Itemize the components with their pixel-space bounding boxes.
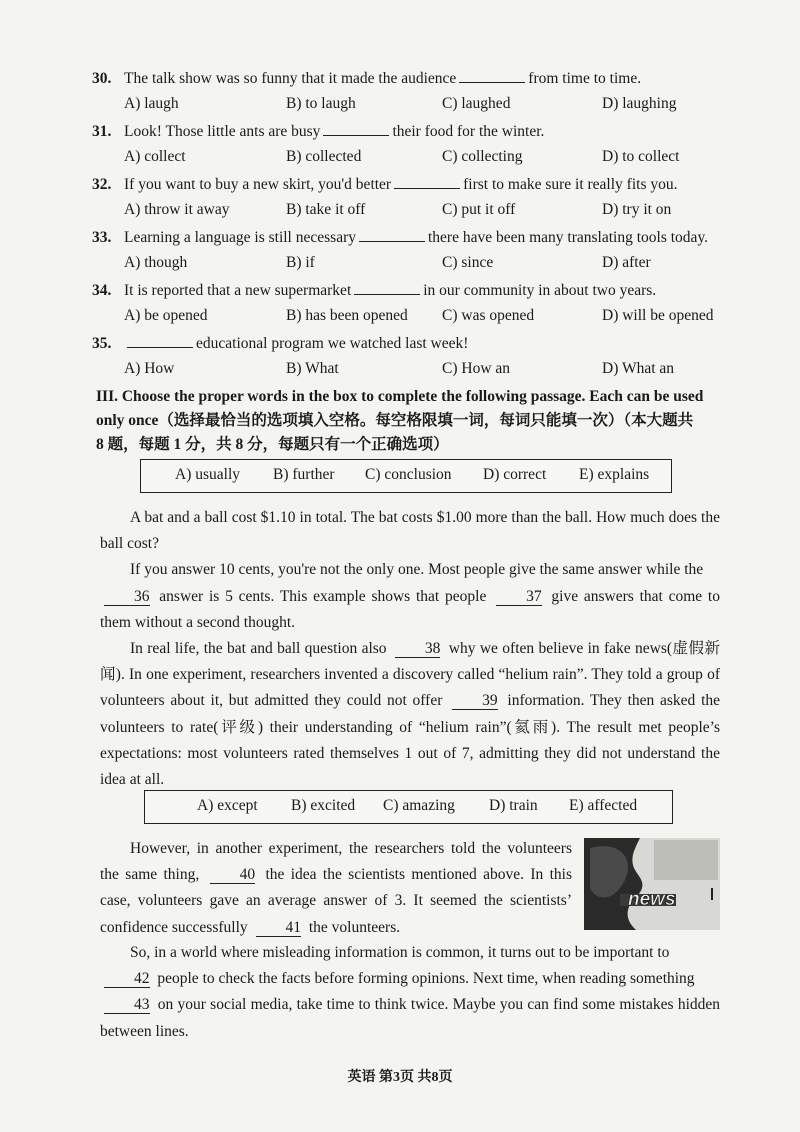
option-choice: C) was opened [442, 307, 535, 324]
section-3-line2: only once（选择最恰当的选项填入空格。每空格限填一词，每词只能填一次）（本大题共 [96, 412, 694, 429]
answer-blank [359, 227, 425, 242]
answer-blank [394, 174, 460, 189]
section-3-instructions [96, 385, 716, 457]
question-stem [92, 333, 732, 354]
blank-43: 43 [104, 997, 150, 1014]
option-choice: B) if [286, 254, 315, 271]
page-footer: 英语 第3页 共8页 [347, 1070, 453, 1085]
question-number: 30. [92, 70, 112, 87]
paragraph-5: So, in a world where misleading information is common, it turns out to be important to 42 people to check the facts before forming opinions. Next time, when reading something 43 on your social media, take time to think twice. Maybe you can find some mistakes hidden between lines. [100, 944, 721, 1040]
option-choice: B) collected [286, 148, 362, 165]
question-text: If you want to buy a new skirt, you'd better [124, 176, 392, 193]
question-text: in our community in about two years. [423, 282, 657, 299]
blank-36: 36 [104, 589, 150, 606]
blank-41: 41 [256, 920, 302, 937]
paragraph-4: However, in another experiment, the researchers told the volunteers the same thing, 40 the idea the scientists mentioned above. In this case, volunteers gave an average answer of 3. It seemed the scientists’ confidence successfully 41 the volunteers. [100, 840, 573, 936]
word-box-1-option: B) further [273, 466, 335, 483]
option-choice: A) though [124, 254, 188, 271]
section-3-line1: III. Choose the proper words in the box to complete the following passage. Each can be used [96, 388, 704, 405]
answer-blank [323, 121, 389, 136]
blank-38: 38 [395, 641, 441, 658]
word-box-1-option: A) usually [175, 466, 241, 483]
question-text: first to make sure it really fits you. [463, 176, 678, 193]
question-stem [92, 227, 732, 248]
blank-39: 39 [452, 693, 498, 710]
question-number: 32. [92, 176, 112, 193]
question-text: from time to time. [528, 70, 642, 87]
question-stem [92, 68, 732, 89]
question-text: educational program we watched last week! [196, 335, 469, 352]
question-text: The talk show was so funny that it made the audience [124, 70, 457, 87]
option-choice: B) has been opened [286, 307, 408, 324]
question-number: 33. [92, 229, 112, 246]
option-choice: A) be opened [124, 307, 208, 324]
word-box-1-option: D) correct [483, 466, 547, 483]
answer-blank [354, 280, 420, 295]
word-box-1-option: E) explains [579, 466, 650, 483]
word-box-1-option: C) conclusion [365, 466, 452, 483]
question-number: 31. [92, 123, 112, 140]
option-choice: A) throw it away [124, 201, 230, 218]
question-text: there have been many translating tools today. [428, 229, 709, 246]
word-box-2-option: C) amazing [383, 797, 455, 814]
option-choice: C) laughed [442, 95, 511, 112]
word-box-2-option: A) except [197, 797, 258, 814]
word-box-2-option: B) excited [291, 797, 356, 814]
option-choice: C) collecting [442, 148, 523, 165]
question-stem [92, 121, 732, 142]
option-choice: B) take it off [286, 201, 366, 218]
question-stem [92, 174, 732, 195]
word-box-2-option: E) affected [569, 797, 638, 814]
paragraph-3: In real life, the bat and ball question also 38 why we often believe in fake news(虚假新闻). In one experiment, researchers invented a discovery called “helium rain”. They told a group of volunteers about it, but admitted they could not offer 39 information. They then asked the volunteers to rate(评级) their understanding of “helium rain”(氦雨). The result met people’s expectations: most volunteers rated themselves 1 out of 7, admitting they did not understand the idea at all. [100, 640, 721, 789]
passage-part-1 [100, 505, 720, 793]
question-number: 35. [92, 335, 112, 352]
option-choice: A) collect [124, 148, 186, 165]
option-choice: D) laughing [602, 95, 677, 112]
answer-blank [459, 68, 525, 83]
option-choice: B) to laugh [286, 95, 356, 112]
paragraph-2: If you answer 10 cents, you're not the only one. Most people give the same answer while the 36 answer is 5 cents. This example shows that people 37 give answers that come to them without a second thought. [100, 561, 720, 631]
blank-40: 40 [210, 867, 256, 884]
question-text: It is reported that a new supermarket [124, 282, 352, 299]
option-choice: A) How [124, 360, 175, 377]
question-text: Look! Those little ants are busy [124, 123, 321, 140]
option-choice: D) will be opened [602, 307, 714, 324]
blank-42: 42 [104, 971, 150, 988]
blank-37: 37 [496, 589, 542, 606]
option-choice: D) after [602, 254, 651, 271]
option-choice: C) since [442, 254, 494, 271]
news-illustration [584, 838, 720, 930]
option-choice: B) What [286, 360, 339, 377]
question-stem [92, 280, 732, 301]
news-image-text: news [628, 889, 676, 910]
question-text: Learning a language is still necessary [124, 229, 356, 246]
paragraph-1: A bat and a ball cost $1.10 in total. The bat costs $1.00 more than the ball. How much does the ball cost? [100, 509, 720, 553]
option-choice: D) try it on [602, 201, 672, 218]
answer-blank [127, 333, 193, 348]
option-choice: D) to collect [602, 148, 680, 165]
option-choice: C) put it off [442, 201, 516, 218]
option-choice: C) How an [442, 360, 511, 377]
word-box-2-option: D) train [489, 797, 538, 814]
word-box-2 [144, 790, 673, 824]
passage-part-3 [100, 940, 720, 1045]
section-3-line3: 8 题，每题 1 分，共 8 分，每题只有一个正确选项） [96, 436, 449, 453]
option-choice: A) laugh [124, 95, 179, 112]
question-text: their food for the winter. [392, 123, 545, 140]
question-number: 34. [92, 282, 112, 299]
passage-part-2 [100, 836, 572, 941]
option-choice: D) What an [602, 360, 675, 377]
word-box-1 [140, 459, 672, 493]
